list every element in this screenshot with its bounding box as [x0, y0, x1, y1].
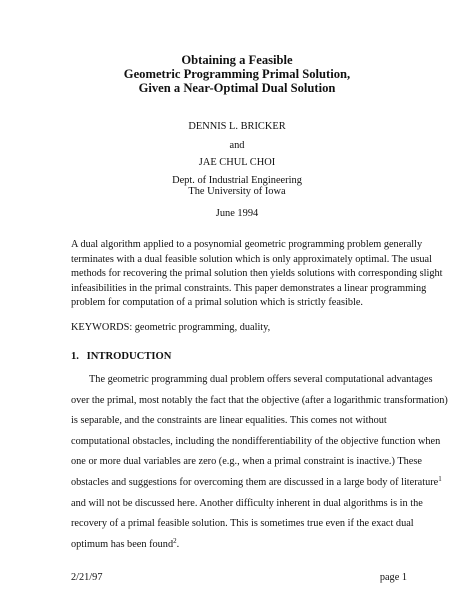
- abstract-line: methods for recovering the primal solution then yields solutions with corresponding slight: [71, 268, 443, 280]
- title-line-3: Given a Near-Optimal Dual Solution: [138, 81, 336, 95]
- body-line: is separable, and the constraints are linear equalities. This comes not without: [71, 415, 387, 427]
- body-line-end: .: [176, 538, 180, 550]
- keywords: KEYWORDS: geometric programming, duality,: [71, 322, 271, 333]
- body-line: The geometric programming dual problem offers several computational advantages: [89, 374, 433, 385]
- title-line-2: Geometric Programming Primal Solution,: [123, 67, 351, 81]
- body-line-text: optimum has been found: [71, 538, 174, 550]
- section-number: 1.: [71, 351, 79, 362]
- affiliation-university: The University of Iowa: [188, 186, 286, 197]
- affiliation-dept: Dept. of Industrial Engineering: [172, 175, 302, 186]
- body-line: and will not be discussed here. Another difficulty inherent in dual algorithms is in the: [71, 497, 423, 509]
- affiliation: [0, 175, 474, 197]
- paper-title: [0, 53, 474, 95]
- body-line: recovery of a primal feasible solution. This is sometimes true even if the exact dual: [71, 518, 414, 530]
- footer-date: 2/21/97: [71, 572, 103, 583]
- page-number: page 1: [379, 572, 407, 583]
- body-line: one or more dual variables are zero (e.g., when a primal constraint is inactive.) These: [71, 456, 422, 468]
- section-title: INTRODUCTION: [86, 351, 172, 362]
- body-line: over the primal, most notably the fact that the objective (after a logarithmic transformation): [71, 394, 448, 406]
- author-conjunction: and: [229, 140, 245, 151]
- paper-date: June 1994: [215, 208, 259, 219]
- title-line-1: Obtaining a Feasible: [181, 53, 293, 67]
- abstract-line: A dual algorithm applied to a posynomial geometric programming problem generally: [71, 239, 423, 250]
- body-text: [71, 370, 448, 555]
- body-line: computational obstacles, including the nondifferentiability of the objective function when: [71, 435, 441, 447]
- body-line: [71, 473, 442, 494]
- abstract-line: terminates with a dual feasible solution which is only approximately optimal. The usual: [71, 253, 432, 265]
- abstract: [71, 238, 443, 311]
- footnote-ref-2: 2: [173, 536, 177, 545]
- author-2: JAE CHUL CHOI: [198, 157, 276, 168]
- author-1: DENNIS L. BRICKER: [188, 121, 286, 132]
- abstract-line: infeasibilities in the primal constraints. This paper demonstrates a linear programming: [71, 282, 427, 294]
- abstract-line: problem for computation of a primal solution which is strictly feasible.: [71, 297, 363, 309]
- body-line-text: obstacles and suggestions for overcoming them are discussed in a large body of literature: [71, 476, 439, 488]
- footnote-ref-1: 1: [438, 474, 442, 483]
- body-line: [71, 535, 407, 556]
- section-heading: [71, 351, 171, 362]
